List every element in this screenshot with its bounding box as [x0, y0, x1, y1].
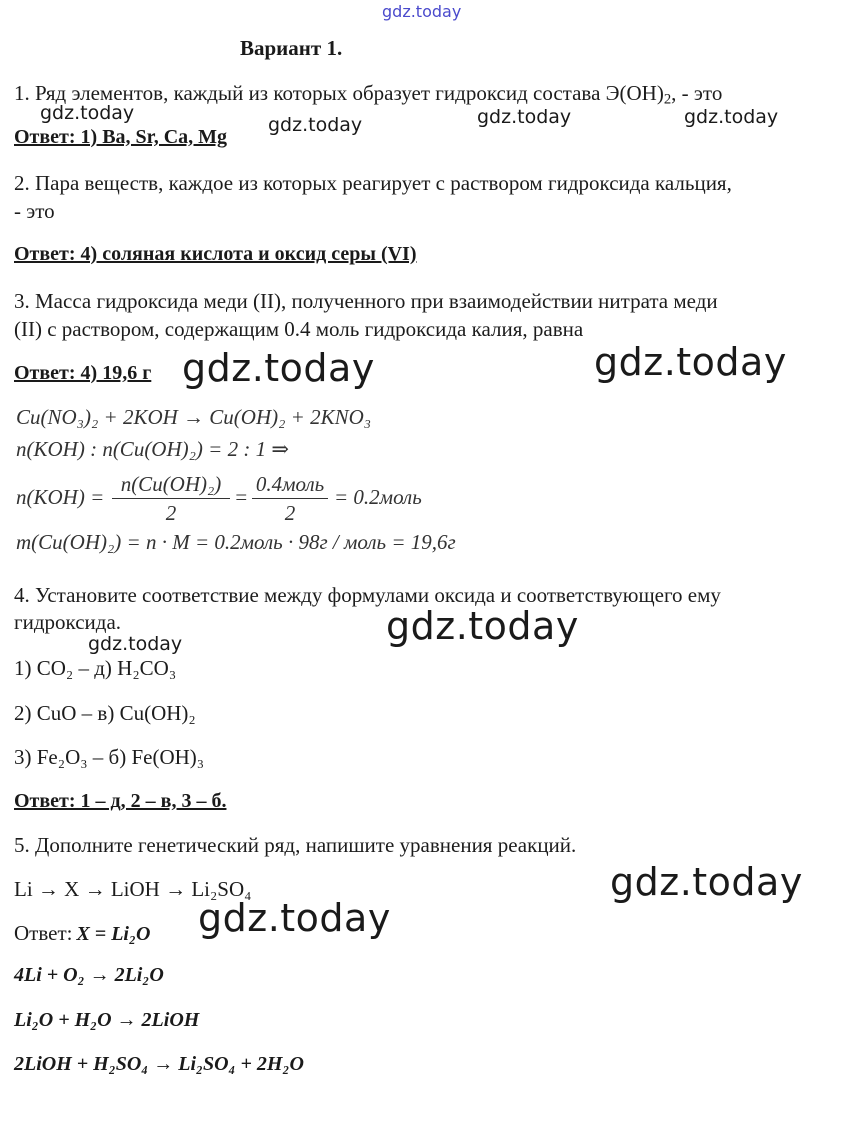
answer-1: Ответ: 1) Ba, Sr, Ca, Mg	[14, 126, 228, 148]
watermark: gdz.today	[198, 896, 391, 940]
fraction-2-denominator: 2	[284, 501, 296, 525]
fraction-2	[252, 472, 328, 526]
genetic-chain: Li → X → LiOH → Li₂SO₄	[14, 877, 252, 901]
question-1-subscript: 2	[663, 91, 672, 108]
fraction-bar	[252, 498, 328, 499]
equation-3-left: n(KOH) =	[16, 485, 105, 509]
fraction-2-numerator: 0.4моль	[255, 472, 325, 496]
fraction-1	[112, 472, 230, 526]
watermark: gdz.today	[477, 106, 572, 128]
question-4-line-1: 4. Установите соответствие между формулами оксида и соответствующего ему	[14, 583, 721, 607]
watermark: gdz.today	[610, 860, 803, 904]
fraction-bar	[112, 498, 230, 499]
watermark: gdz.today	[684, 106, 779, 128]
watermark: gdz.today	[386, 604, 579, 648]
question-1-text: 1. Ряд элементов, каждый из которых образует гидроксид состава Э(ОН)	[14, 81, 664, 105]
fraction-1-denominator: 2	[165, 501, 177, 525]
watermark: gdz.today	[594, 340, 787, 384]
answer-3: Ответ: 4) 19,6 г	[14, 362, 152, 384]
question-1-tail: , - это	[671, 81, 723, 105]
watermark: gdz.today	[40, 102, 135, 124]
match-item-1: 1) CO₂ – д) H₂CO₃	[14, 656, 177, 680]
reaction-1: 4Li + O₂ → 2Li₂O	[14, 964, 164, 986]
question-3-line-1: 3. Масса гидроксида меди (II), полученного при взаимодействии нитрата меди	[14, 289, 718, 313]
question-2-line-1: 2. Пара веществ, каждое из которых реагирует с раствором гидроксида кальция,	[14, 171, 732, 195]
fraction-1-numerator: n(Cu(OH)₂)	[120, 472, 222, 496]
answer-4: Ответ: 1 – д, 2 – в, 3 – б.	[14, 790, 227, 812]
equation-1: Cu(NO₃)₂ + 2KOH → Cu(OH)₂ + 2KNO₃	[16, 405, 372, 429]
question-4-line-2: гидроксида.	[14, 610, 122, 634]
reaction-2: Li₂O + H₂O → 2LiOH	[14, 1009, 200, 1031]
equation-2: n(KOH) : n(Cu(OH)₂) = 2 : 1 ⇒	[16, 437, 289, 461]
question-2-line-2: - это	[14, 199, 55, 223]
answer-2: Ответ: 4) соляная кислота и оксид серы (VI)	[14, 243, 417, 265]
question-5-line-1: 5. Дополните генетический ряд, напишите уравнения реакций.	[14, 833, 577, 857]
watermark: gdz.today	[88, 633, 183, 655]
answer-5-label: Ответ:	[14, 921, 73, 945]
equals-sign: =	[234, 485, 249, 509]
equation-3-result: = 0.2моль	[334, 485, 422, 509]
match-item-3: 3) Fe₂O₃ – б) Fe(OH)₃	[14, 745, 205, 769]
question-3-line-2: (II) с раствором, содержащим 0.4 моль гидроксида калия, равна	[14, 317, 584, 341]
equation-4: m(Cu(OH)₂) = n · M = 0.2моль · 98г / моль = 19,6г	[16, 530, 456, 554]
reaction-3: 2LiOH + H₂SO₄ → Li₂SO₄ + 2H₂O	[14, 1053, 304, 1075]
watermark-top: gdz.today	[382, 2, 462, 21]
watermark: gdz.today	[182, 346, 375, 390]
page-title: Вариант 1.	[240, 36, 343, 60]
answer-5-value: X = Li₂O	[76, 923, 151, 945]
answer-5	[14, 920, 150, 946]
watermark: gdz.today	[268, 114, 363, 136]
match-item-2: 2) CuO – в) Cu(OH)₂	[14, 701, 196, 725]
